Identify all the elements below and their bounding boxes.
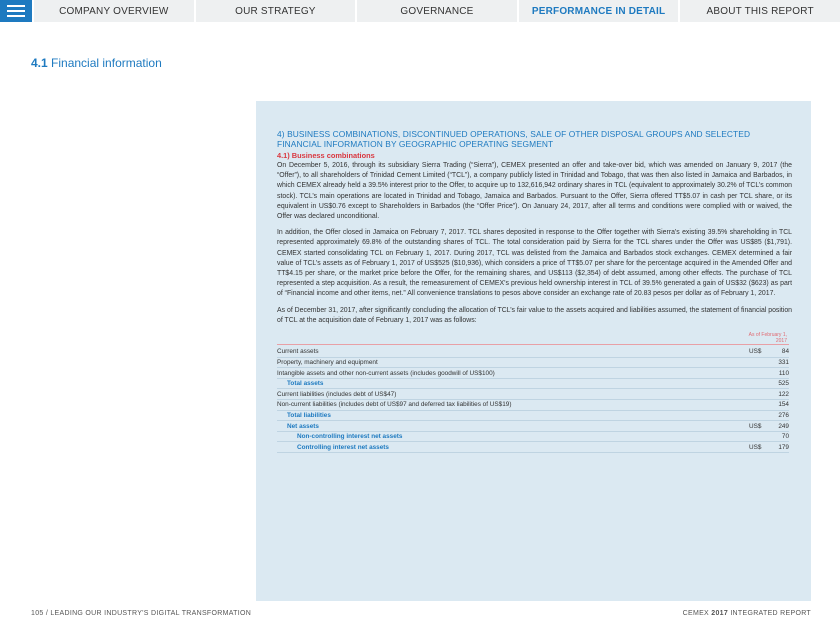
column-header-line: As of February 1,	[748, 332, 787, 339]
row-value: 249	[778, 422, 789, 430]
row-label: Current assets	[277, 348, 319, 356]
row-label: Property, machinery and equipment	[277, 358, 378, 366]
table-row	[277, 368, 789, 379]
section-title-text: Financial information	[51, 56, 162, 70]
footer-left-text: LEADING OUR INDUSTRY'S DIGITAL TRANSFORMATION	[50, 610, 252, 617]
tab-governance[interactable]: GOVERNANCE	[357, 0, 517, 22]
row-value: 110	[778, 369, 789, 377]
row-currency: US$	[749, 348, 762, 356]
tab-our-strategy[interactable]: OUR STRATEGY	[196, 0, 356, 22]
row-label: Current liabilities (includes debt of US$47)	[277, 390, 397, 398]
paragraph: In addition, the Offer closed in Jamaica on February 7, 2017. TCL shares deposited in response to the Offer together with Sierra’s existing 39.5% shareholding in TCL represented approximately 69.8% of the outstanding shares of TCL. The total consideration paid by Sierra for the TCL shares under the Offer was US$85 ($1,791). CEMEX started consolidating TCL on February 1, 2017. During 2017, TCL was delisted from the Jamaica and Barbados stock exchanges. CEMEX determined a fair value of TCL’s assets as of February 1, 2017 of US$525 ($10,936), which considers a price of TT$5.07 per share for the percentage acquired in the Amended Offer and TT$4.15 per share, or the market price before the Offer, for the remaining shares, and US$113 ($2,354) of debt assumed, among other effects. The purchase of TCL represented a step acquisition. As a result, the remeasurement of CEMEX’s previous held ownership interest in TCL of 39.5% generated a gain of US$32 ($623) as part of “Financial income and other items, net.” All convenience translations to pesos above consider an exchange rate of 20.83 pesos per dollar as of February 1, 2017.	[277, 229, 792, 298]
row-currency: US$	[749, 443, 762, 451]
top-navigation	[0, 0, 840, 22]
row-value: 525	[778, 380, 789, 388]
row-label: Intangible assets and other non-current assets (includes goodwill of US$100)	[277, 369, 495, 377]
footer-brand: CEMEX	[682, 610, 710, 617]
row-value: 276	[778, 411, 789, 419]
row-label: Total liabilities	[287, 411, 331, 419]
table-column-header	[277, 332, 789, 344]
table-row	[277, 421, 789, 432]
row-label: Non-current liabilities (includes debt of US$97 and deferred tax liabilities of US$19)	[277, 401, 512, 409]
row-value: 70	[781, 433, 789, 441]
footer-right	[683, 610, 811, 617]
row-value: 331	[778, 358, 789, 366]
tab-company-overview[interactable]: COMPANY OVERVIEW	[34, 0, 194, 22]
section-title	[31, 56, 162, 70]
table-row	[277, 389, 789, 400]
footer-right-text: INTEGRATED REPORT	[730, 610, 811, 617]
table-row	[277, 347, 789, 358]
row-label: Controlling interest net assets	[297, 443, 389, 451]
table-row	[277, 379, 789, 390]
table-row	[277, 442, 789, 453]
note-content	[277, 129, 792, 453]
paragraph: As of December 31, 2017, after significantly concluding the allocation of TCL’s fair value to the assets acquired and liabilities assumed, the statement of financial position of TCL at the acquisition date of February 1, 2017 was as follows:	[277, 306, 792, 324]
row-value: 154	[778, 401, 789, 409]
row-value: 179	[778, 443, 789, 451]
paragraph: On December 5, 2016, through its subsidiary Sierra Trading (“Sierra”), CEMEX presented an offer and take-over bid, which was amended on January 9, 2017 (the “Offer”), to all shareholders of Trinidad Cement Limited (“TCL”), a company publicly listed in Trinidad and Tobago, that was then also listed in Jamaica and Barbados, in which CEMEX already held a 39.5% interest prior to the Offer, to acquire up to 132,616,942 ordinary shares in TCL (equivalent to approximately 30.2% of TCL’s common stock). TCL’s main operations are located in Trinidad and Tobago, Jamaica and Barbados. Pursuant to the Offer, Sierra offered TT$5.07 in cash per TCL share, or its equivalent in US$0.76 except to Shareholders in Barbados (the “Offer Price”). On January 24, 2017, after all terms and conditions were complied with or waived, the Offer was declared unconditional.	[277, 162, 792, 221]
content-panel	[256, 101, 811, 601]
footer-left	[31, 610, 251, 617]
page-number: 105	[31, 610, 44, 617]
footer-separator: /	[45, 610, 49, 617]
note-heading: 4) BUSINESS COMBINATIONS, DISCONTINUED OPERATIONS, SALE OF OTHER DISPOSAL GROUPS AND SELECTED FINANCIAL INFORMATION BY GEOGRAPHIC OPERATING SEGMENT	[277, 129, 751, 149]
row-value: 84	[781, 348, 789, 356]
row-label: Net assets	[287, 422, 319, 430]
row-currency: US$	[749, 422, 762, 430]
note-subheading: 4.1) Business combinations	[277, 151, 375, 160]
row-value: 122	[778, 390, 789, 398]
row-label: Total assets	[287, 380, 324, 388]
financial-position-table	[277, 332, 789, 453]
table-row	[277, 358, 789, 369]
table-row	[277, 400, 789, 411]
tab-about-this-report[interactable]: ABOUT THIS REPORT	[680, 0, 840, 22]
row-label: Non-controlling interest net assets	[297, 433, 403, 441]
table-row	[277, 411, 789, 422]
table-row	[277, 432, 789, 443]
section-number: 4.1	[31, 56, 48, 70]
column-header-rule	[277, 344, 789, 345]
footer-year: 2017	[711, 610, 729, 617]
hamburger-menu-icon[interactable]	[0, 0, 32, 22]
column-header-line: 2017	[775, 338, 787, 345]
tab-performance-in-detail[interactable]: PERFORMANCE IN DETAIL	[519, 0, 679, 22]
